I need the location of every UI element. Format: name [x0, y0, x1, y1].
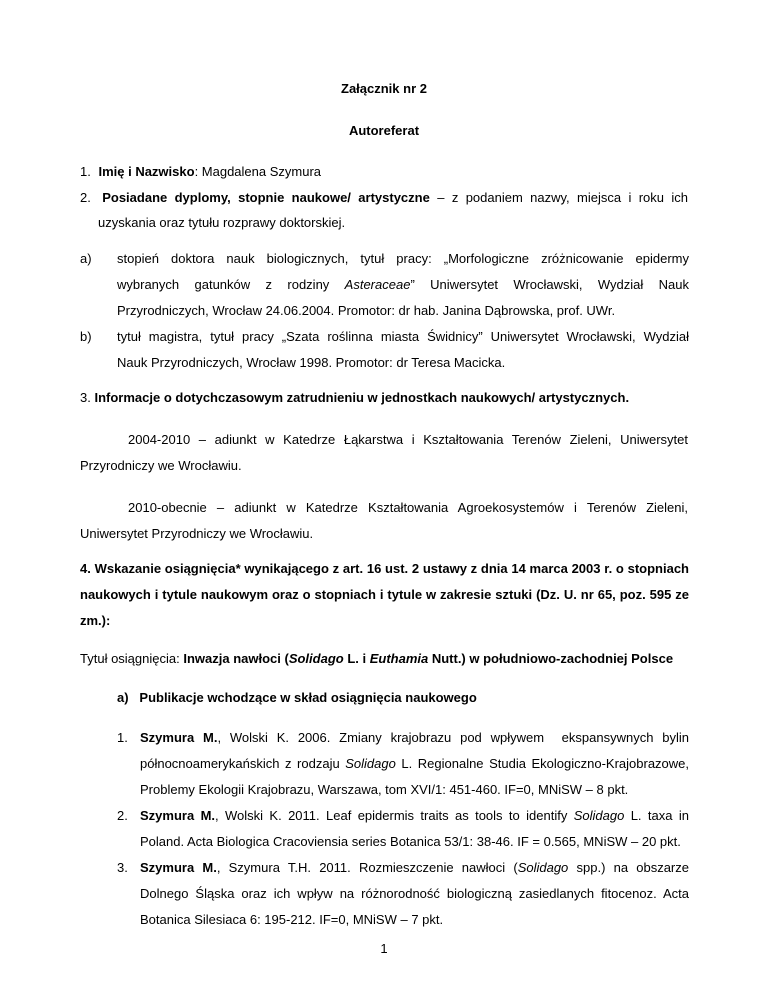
list-marker-a: a) [80, 251, 92, 266]
pub-3-number: 3. [117, 860, 128, 875]
pub-2-line-1: Szymura M., Wolski K. 2011. Leaf epidermis traits as tools to identify Solidago L. taxa in [140, 808, 689, 823]
pub-2-line-2: Poland. Acta Biologica Cracoviensia series Botanica 53/1: 38-46. IF = 0.565, MNiSW – 20 pkt. [140, 834, 681, 849]
pub-1-number: 1. [117, 730, 128, 745]
list-marker-b: b) [80, 329, 92, 344]
page-number: 1 [380, 941, 388, 956]
pub-3-line-1: Szymura M., Szymura T.H. 2011. Rozmieszczenie nawłoci (Solidago spp.) na obszarze [140, 860, 689, 875]
section-1: 1. Imię i Nazwisko: Magdalena Szymura [80, 164, 322, 179]
section-2-line-1: 2. Posiadane dyplomy, stopnie naukowe/ artystyczne – z podaniem nazwy, miejsca i roku ich [80, 190, 688, 205]
degree-b-line-1: tytuł magistra, tytuł pracy „Szata roślinna miasta Świdnicy” Uniwersytet Wrocławski, Wydział [117, 329, 689, 344]
employment-1-line-2: Przyrodniczy we Wrocławiu. [80, 458, 242, 473]
pub-3-line-2: Dolnego Śląska oraz ich wpływ na różnorodność biologiczną zasiedlanych fitocenoz. Acta [140, 886, 689, 901]
employment-1-line-1: 2004-2010 – adiunkt w Katedrze Łąkarstwa i Kształtowania Terenów Zieleni, Uniwersytet [128, 432, 688, 447]
section-4-line-2: naukowych i tytule naukowym oraz o stopniach i tytule w zakresie sztuki (Dz. U. nr 65, poz. 595 ze [80, 587, 689, 602]
employment-2-line-2: Uniwersytet Przyrodniczy we Wrocławiu. [80, 526, 314, 541]
degree-b-line-2: Nauk Przyrodniczych, Wrocław 1998. Promotor: dr Teresa Macicka. [117, 355, 506, 370]
degree-a-line-3: Przyrodniczych, Wrocław 24.06.2004. Promotor: dr hab. Janina Dąbrowska, prof. UWr. [117, 303, 616, 318]
degree-a-line-2: wybranych gatunków z rodziny Asteraceae” Uniwersytet Wrocławski, Wydział Nauk [117, 277, 689, 292]
pub-1-line-2: północnoamerykańskich z rodzaju Solidago L. Regionalne Studia Ekologiczno-Krajobrazowe, [140, 756, 690, 771]
pub-3-line-3: Botanica Silesiaca 6: 195-212. IF=0, MNiSW – 7 pkt. [140, 912, 444, 927]
section-4-line-1: 4. Wskazanie osiągnięcia* wynikającego z art. 16 ust. 2 ustawy z dnia 14 marca 2003 r. o stopniach [80, 561, 689, 576]
section-4-line-3: zm.): [80, 613, 111, 628]
section-3-heading: 3. Informacje o dotychczasowym zatrudnieniu w jednostkach naukowych/ artystycznych. [80, 390, 630, 405]
pub-2-number: 2. [117, 808, 128, 823]
annex-label: Załącznik nr 2 [341, 81, 427, 96]
achievement-title: Tytuł osiągnięcia: Inwazja nawłoci (Solidago L. i Euthamia Nutt.) w południowo-zachodniej Polsce [80, 651, 674, 666]
pub-1-line-1: Szymura M., Wolski K. 2006. Zmiany krajobrazu pod wpływem ekspansywnych bylin [140, 730, 689, 745]
page-title: Autoreferat [348, 123, 420, 138]
employment-2-line-1: 2010-obecnie – adiunkt w Katedrze Kształtowania Agroekosystemów i Terenów Zieleni, [128, 500, 688, 515]
degree-a-line-1: stopień doktora nauk biologicznych, tytuł pracy: „Morfologiczne zróżnicowanie epidermy [117, 251, 689, 266]
publications-heading: a) Publikacje wchodzące w skład osiągnięcia naukowego [117, 690, 477, 705]
section-2-line-2: uzyskania oraz tytułu rozprawy doktorskiej. [98, 215, 346, 230]
pub-1-line-3: Problemy Ekologii Krajobrazu, Warszawa, tom XVI/1: 451-460. IF=0, MNiSW – 8 pkt. [140, 782, 629, 797]
